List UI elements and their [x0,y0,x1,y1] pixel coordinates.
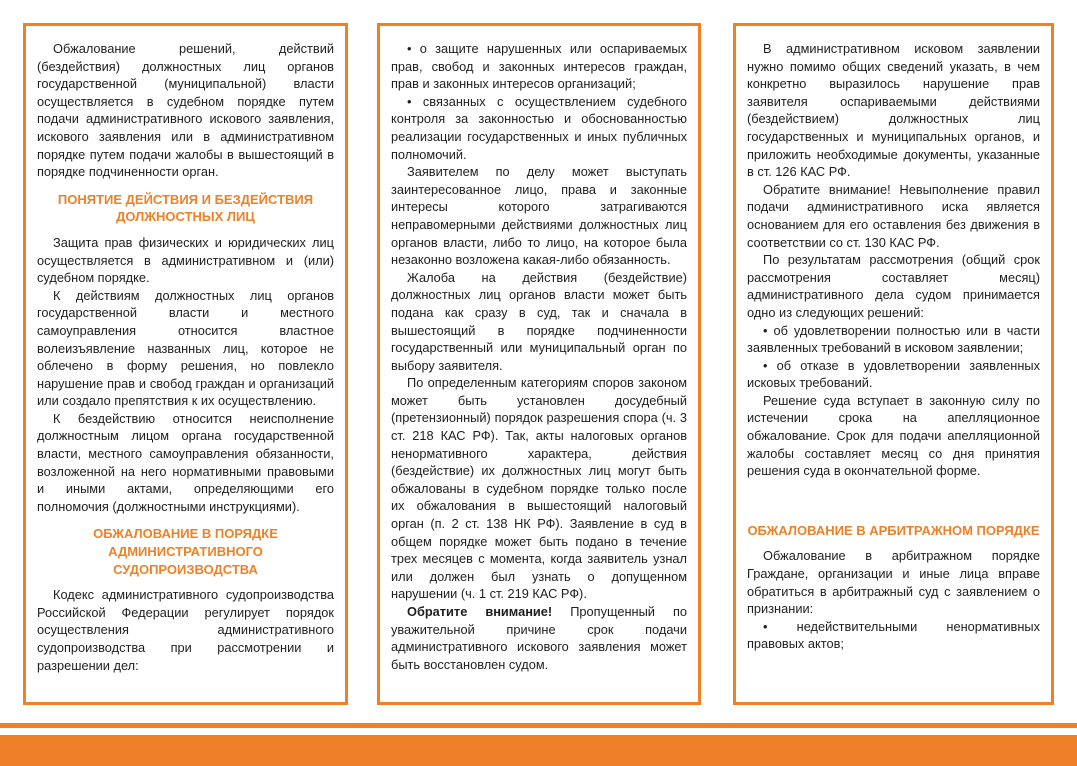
protection-paragraph: Защита прав физических и юридических лиц осуществляется в административном и (или) судебном порядке. [37,234,334,286]
bullet-item: • недействительными ненормативных правовых актов; [747,618,1040,652]
footer-rule [0,723,1077,728]
section-heading-admin-procedure: ОБЖАЛОВАНИЕ В ПОРЯДКЕ АДМИНИСТРАТИВНОГО СУДОПРОИЗВОДСТВА [93,526,278,577]
code-paragraph: Кодекс административного судопроизводства Российской Федерации регулирует порядок осуществления административного судопроизводства при рассмотрении и разрешении дел: [37,587,334,673]
missed-deadline-paragraph [391,603,687,673]
left-column [23,23,348,705]
claimant-paragraph: Заявителем по делу может выступать заинтересованное лицо, права и законные интересы которого затрагиваются неправомерными действиями должностных лиц органов власти, либо то лицо, на которое была незаконно возложена какая-либо обязанность. [391,164,687,268]
results-paragraph: По результатам рассмотрения (общий срок рассмотрения составляет месяц) административного дела судом принимается одно из следующих решений: [747,252,1040,320]
section-heading-arbitration: ОБЖАЛОВАНИЕ В АРБИТРАЖНОМ ПОРЯДКЕ [747,522,1040,538]
force-paragraph: Решение суда вступает в законную силу по истечении срока на апелляционное обжалование. Срок для подачи апелляционной жалобы составляет месяц со дня принятия решения суда в окончательной форме. [747,392,1040,479]
bullet-item: • об отказе в удовлетворении заявленных исковых требований. [747,357,1040,391]
actions-paragraph: К действиям должностных лиц органов государственной власти и местного самоуправления относится властное волеизъявление названных лиц, которое не облечено в форму решения, но повлекло нарушение прав и свобод граждан и организаций или создало препятствия к их осуществлению. [37,287,334,409]
warning-paragraph: Обратите внимание! Невыполнение правил подачи административного иска является основанием для его оставления без движения в соответствии со ст. 130 КАС РФ. [747,181,1040,250]
bullet-item: • связанных с осуществлением судебного контроля за законностью и обоснованностью реализации государственных и иных публичных полномочий. [391,93,687,162]
attention-label: Обратите внимание! [407,604,553,619]
arbitration-paragraph: Обжалование в арбитражном порядке Граждане, организации и иные лица вправе обратиться в арбитражный суд с заявлением о признании: [747,548,1040,617]
categories-paragraph: По определенным категориям споров законом может быть установлен досудебный (претензионный) порядок разрешения спора (ч. 3 ст. 218 КАС РФ). Так, акты налоговых органов ненормативного характера, действия (бездействие) их должностных лиц могут быть обжалованы в судебном порядке только после их обжалования в вышестоящий налоговый орган (п. 2 ст. 138 НК РФ). Заявление в суд в общем порядке может быть подано в течение трех месяцев с момента, когда заявитель узнал или должен был узнать о допущенном нарушении (ч. 1 ст. 219 КАС РФ). [391,375,687,602]
claim-contents-paragraph: В административном исковом заявлении нужно помимо общих сведений указать, в чем конкретно выразилось нарушение прав заявителя оспариваемыми действиями (бездействием) должностных лиц государственных и муниципальных органов, и приложить необходимые документы, указанные в ст. 126 КАС РФ. [747,41,1040,180]
middle-column [377,23,701,705]
intro-paragraph: Обжалование решений, действий (бездействия) должностных лиц органов государственной (муниципальной) власти осуществляется в судебном порядке путем подачи административного искового заявления, искового заявления или в административном порядке путем подачи жалобы в вышестоящий в порядке подчиненности орган. [37,41,334,180]
section-heading-concept: ПОНЯТИЕ ДЕЙСТВИЯ И БЕЗДЕЙСТВИЯ ДОЛЖНОСТНЫХ ЛИЦ [57,191,314,225]
bullet-item: • о защите нарушенных или оспариваемых прав, свобод и законных интересов граждан, прав и законных интересов организаций; [391,41,687,92]
footer-band [0,735,1077,766]
missed-deadline-text: Пропущенный по уважительной причине срок подачи административного искового заявления может быть восстановлен судом. [391,604,688,672]
bullet-item: • об удовлетворении полностью или в части заявленных требований в исковом заявлении; [747,322,1040,356]
inaction-paragraph: К бездействию относится неисполнение должностным лицом органа государственной власти, местного самоуправления обязанности, возложенной на него нормативными правовыми и иными актами, определяющими его полномочия (должностными инструкциями). [37,410,334,514]
right-column [733,23,1054,705]
complaint-paragraph: Жалоба на действия (бездействие) должностных лиц органов власти может быть подана как сразу в суд, так и сначала в вышестоящий в порядке подчиненности государственный или муниципальный орган по выбору заявителя. [391,269,687,373]
